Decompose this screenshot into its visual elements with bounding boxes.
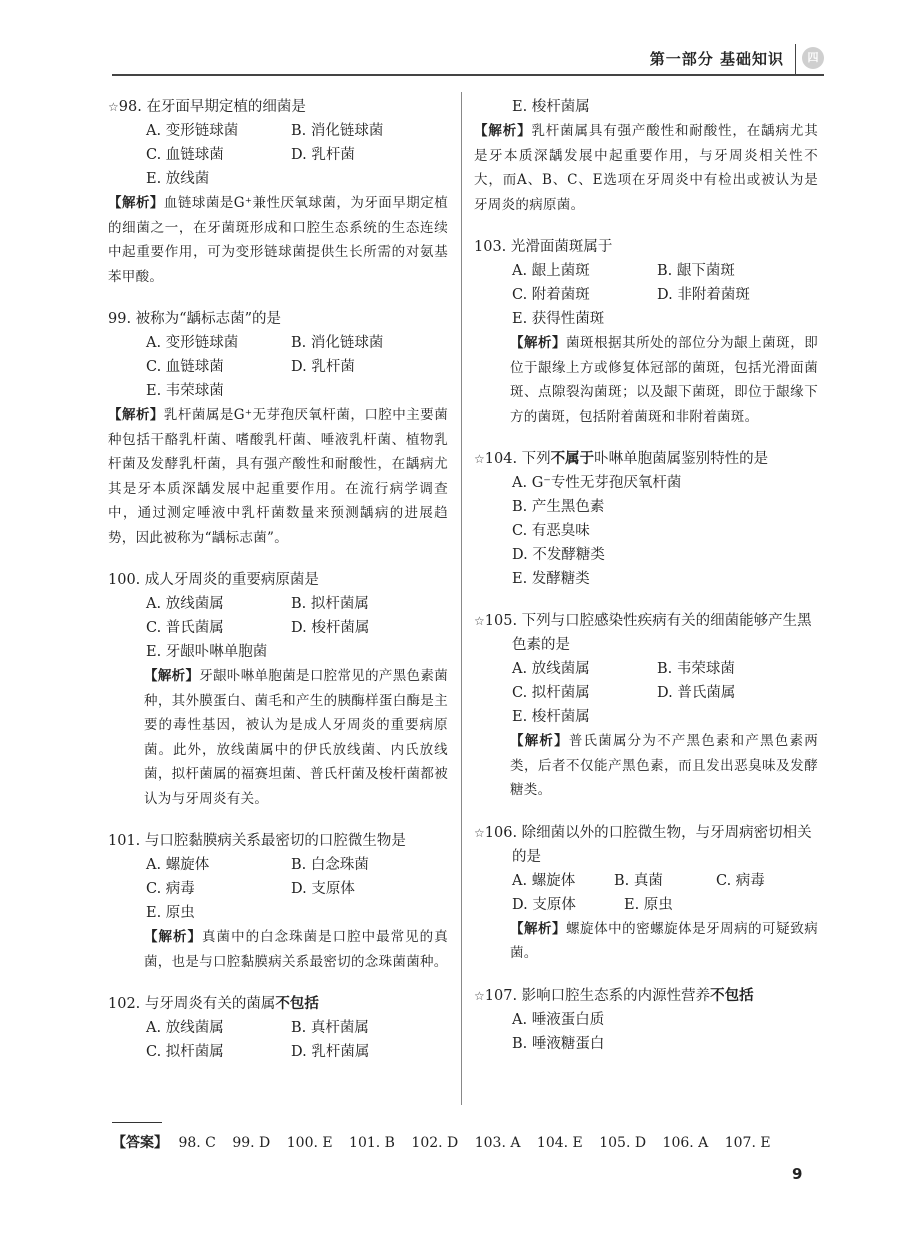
option: D. 不发酵糖类: [512, 547, 605, 563]
option: B. 产生黑色素: [512, 499, 605, 515]
option: E. 梭杆菌属: [512, 709, 590, 725]
option: D. 支原体: [512, 896, 576, 913]
analysis-text: 真菌中的白念珠菌是口腔中最常见的真菌，也是与口腔黏膜病关系最密切的念珠菌菌种。: [144, 929, 448, 970]
question-number: 106.: [484, 824, 518, 841]
analysis: [108, 925, 448, 974]
question-emphasis: 不属于: [550, 451, 595, 467]
analysis-text: 血链球菌是G⁺兼性厌氧球菌，为牙面早期定植的细菌之一，在牙菌斑形成和口腔生态系统的生态连续中起重要作用，可为变形链球菌提供生长所需的对氨基苯甲酸。: [108, 195, 448, 285]
options: [474, 657, 818, 729]
question-number: 99.: [108, 311, 132, 327]
option: B. 消化链球菌: [291, 335, 384, 351]
option: A. 变形链球菌: [146, 335, 239, 351]
options: [474, 869, 818, 917]
option: E. 获得性菌斑: [512, 311, 605, 327]
question-number: 107.: [484, 987, 518, 1004]
analysis-tag: 【解析】: [144, 668, 200, 684]
options: [474, 1008, 818, 1056]
options: [108, 853, 448, 925]
option: A. 唾液蛋白质: [512, 1011, 605, 1028]
left-column: [108, 95, 448, 1082]
right-column: [474, 95, 818, 1074]
option: A. 龈上菌斑: [512, 263, 590, 279]
section-title: 第一部分 基础知识: [649, 50, 784, 68]
option: C. 拟杆菌属: [512, 685, 590, 701]
option: D. 非附着菌斑: [657, 287, 750, 303]
analysis-tag: 【解析】: [474, 123, 532, 139]
analysis-text: 螺旋体中的密螺旋体是牙周病的可疑致病菌。: [510, 920, 819, 961]
analysis-tag: 【解析】: [510, 920, 567, 937]
analysis: [474, 119, 818, 217]
question-105: [474, 609, 818, 803]
option: D. 乳杆菌: [291, 359, 355, 375]
option: E. 原虫: [624, 896, 673, 913]
question-stem: 光滑面菌斑属于: [510, 239, 613, 255]
option: B. 消化链球菌: [291, 123, 384, 139]
options: [108, 1016, 448, 1064]
option: B. 龈下菌斑: [657, 263, 735, 279]
star-icon: ☆: [474, 988, 485, 1003]
analysis: [474, 331, 818, 429]
question-number: 101.: [108, 833, 141, 849]
analysis: [108, 191, 448, 289]
question-102-continued: [474, 95, 818, 217]
question-stem: 下列与口腔感染性疾病有关的细菌能够产生黑色素的是: [512, 613, 812, 653]
question-104: [474, 447, 818, 591]
analysis: [474, 917, 818, 966]
question-101: [108, 829, 448, 974]
question-stem: 除细菌以外的口腔微生物，与牙周病密切相关的是: [512, 824, 812, 865]
question-stem: 在牙面早期定植的细菌是: [146, 99, 306, 115]
question-107: [474, 984, 818, 1056]
analysis-text: 菌斑根据其所处的部位分为龈上菌斑，即位于龈缘上方或修复体冠部的菌斑，包括光滑面菌斑、点隙裂沟菌斑；以及龈下菌斑，即位于龈缘下方的菌斑，包括附着菌斑和非附着菌斑。: [510, 335, 819, 425]
option: C. 普氏菌属: [146, 620, 224, 636]
option: D. 梭杆菌属: [291, 620, 370, 636]
star-icon: ☆: [474, 614, 485, 628]
header-divider: [795, 44, 796, 74]
answer-item: 106. A: [662, 1135, 709, 1151]
options: [474, 259, 818, 331]
option: A. 放线菌属: [512, 661, 590, 677]
answer-rule: [112, 1122, 162, 1123]
question-102: [108, 992, 448, 1064]
question-106: [474, 821, 818, 966]
analysis-tag: 【解析】: [510, 733, 569, 749]
options: [474, 471, 818, 591]
analysis-tag: 【解析】: [108, 195, 164, 211]
analysis: [108, 403, 448, 550]
option: D. 普氏菌属: [657, 685, 736, 701]
option: B. 韦荣球菌: [657, 661, 735, 677]
option: B. 真杆菌属: [291, 1020, 369, 1036]
question-number: 98.: [118, 99, 142, 115]
answer-item: 100. E: [286, 1135, 333, 1151]
option: D. 乳杆菌属: [291, 1044, 370, 1060]
option: B. 真菌: [614, 872, 663, 889]
question-99: [108, 307, 448, 550]
option: E. 放线菌: [146, 171, 210, 187]
question-emphasis: 不包括: [710, 987, 754, 1004]
option: A. 螺旋体: [512, 872, 576, 889]
answer-item: 98. C: [178, 1135, 216, 1151]
analysis-tag: 【解析】: [510, 335, 567, 351]
question-103: [474, 235, 818, 429]
answer-item: 103. A: [474, 1135, 521, 1151]
option: A. 放线菌属: [146, 1020, 224, 1036]
option: C. 有恶臭味: [512, 523, 590, 539]
answer-item: 99. D: [232, 1135, 271, 1151]
options: [108, 592, 448, 664]
option: A. 变形链球菌: [146, 123, 239, 139]
question-stem: 与口腔黏膜病关系最密切的口腔微生物是: [144, 833, 406, 849]
options: [108, 331, 448, 403]
option: E. 发酵糖类: [512, 571, 590, 587]
chapter-badge: 四: [802, 47, 824, 69]
star-icon: ☆: [474, 825, 485, 840]
question-stem: 影响口腔生态系的内源性营养: [521, 987, 711, 1004]
star-icon: ☆: [474, 452, 485, 466]
page-number: 9: [792, 1165, 803, 1183]
question-number: 100.: [108, 572, 141, 588]
answer-item: 107. E: [724, 1135, 771, 1151]
option: C. 附着菌斑: [512, 287, 590, 303]
option: E. 梭杆菌属: [512, 99, 590, 115]
option: B. 白念珠菌: [291, 857, 369, 873]
question-number: 102.: [108, 996, 141, 1012]
question-100: [108, 568, 448, 811]
page-header: [112, 44, 824, 76]
option: E. 牙龈卟啉单胞菌: [146, 644, 268, 660]
answer-item: 104. E: [536, 1135, 583, 1151]
option: C. 血链球菌: [146, 147, 224, 163]
question-emphasis: 不包括: [275, 996, 319, 1012]
analysis-tag: 【解析】: [144, 929, 203, 945]
option: C. 病毒: [716, 872, 765, 889]
options: [474, 95, 818, 119]
question-stem: 与牙周炎有关的菌属: [144, 996, 276, 1012]
analysis-text: 乳杆菌属具有强产酸性和耐酸性，在龋病尤其是牙本质深龋发展中起重要作用，与牙周炎相关性不大，而A、B、C、E选项在牙周炎中有检出或被认为是牙周炎的病原菌。: [474, 123, 819, 213]
answer-key: [112, 1132, 783, 1152]
answer-item: 105. D: [599, 1135, 647, 1151]
question-number: 104.: [484, 451, 518, 467]
option: E. 原虫: [146, 905, 195, 921]
option: A. 放线菌属: [146, 596, 224, 612]
question-stem: 下列: [521, 451, 551, 467]
answer-label: 【答案】: [112, 1135, 168, 1151]
option: D. 乳杆菌: [291, 147, 355, 163]
question-98: [108, 95, 448, 289]
option: E. 韦荣球菌: [146, 383, 224, 399]
analysis-text: 普氏菌属分为不产黑色素和产黑色素两类，后者不仅能产黑色素，而且发出恶臭味及发酵糖类。: [510, 733, 818, 798]
option: B. 唾液糖蛋白: [512, 1035, 605, 1052]
option: A. 螺旋体: [146, 857, 210, 873]
question-stem-tail: 卟啉单胞菌属鉴别特性的是: [594, 451, 769, 467]
answer-item: 102. D: [411, 1135, 459, 1151]
option: C. 血链球菌: [146, 359, 224, 375]
column-divider: [461, 92, 462, 1105]
analysis-tag: 【解析】: [108, 407, 164, 423]
question-number: 103.: [474, 239, 507, 255]
question-stem: 成人牙周炎的重要病原菌是: [144, 572, 319, 588]
analysis: [474, 729, 818, 803]
option: A. G⁻专性无芽孢厌氧杆菌: [512, 475, 682, 491]
question-stem: 被称为“龋标志菌”的是: [135, 311, 281, 327]
analysis-text: 乳杆菌属是G⁺无芽孢厌氧杆菌，口腔中主要菌种包括干酪乳杆菌、嗜酸乳杆菌、唾液乳杆菌、植物乳杆菌及发酵乳杆菌，具有强产酸性和耐酸性，在龋病尤其是牙本质深龋发展中起重要作用。在流行病学调查中，通过测定唾液中乳杆菌数量来预测龋病的进展趋势，因此被称为“龋标志菌”。: [108, 407, 448, 546]
star-icon: ☆: [108, 100, 119, 114]
analysis-text: 牙龈卟啉单胞菌是口腔常见的产黑色素菌种，其外膜蛋白、菌毛和产生的胰酶样蛋白酶是主要的毒性基因，被认为是成人牙周炎的重要病原菌。此外，放线菌属中的伊氏放线菌、内氏放线菌，拟杆菌属的福赛坦菌、普氏杆菌及梭杆菌都被认为与牙周炎有关。: [144, 668, 448, 807]
options: [108, 119, 448, 191]
option: C. 病毒: [146, 881, 195, 897]
analysis: [108, 664, 448, 811]
question-number: 105.: [484, 613, 518, 629]
option: C. 拟杆菌属: [146, 1044, 224, 1060]
option: D. 支原体: [291, 881, 355, 897]
answer-item: 101. B: [349, 1135, 395, 1151]
option: B. 拟杆菌属: [291, 596, 369, 612]
